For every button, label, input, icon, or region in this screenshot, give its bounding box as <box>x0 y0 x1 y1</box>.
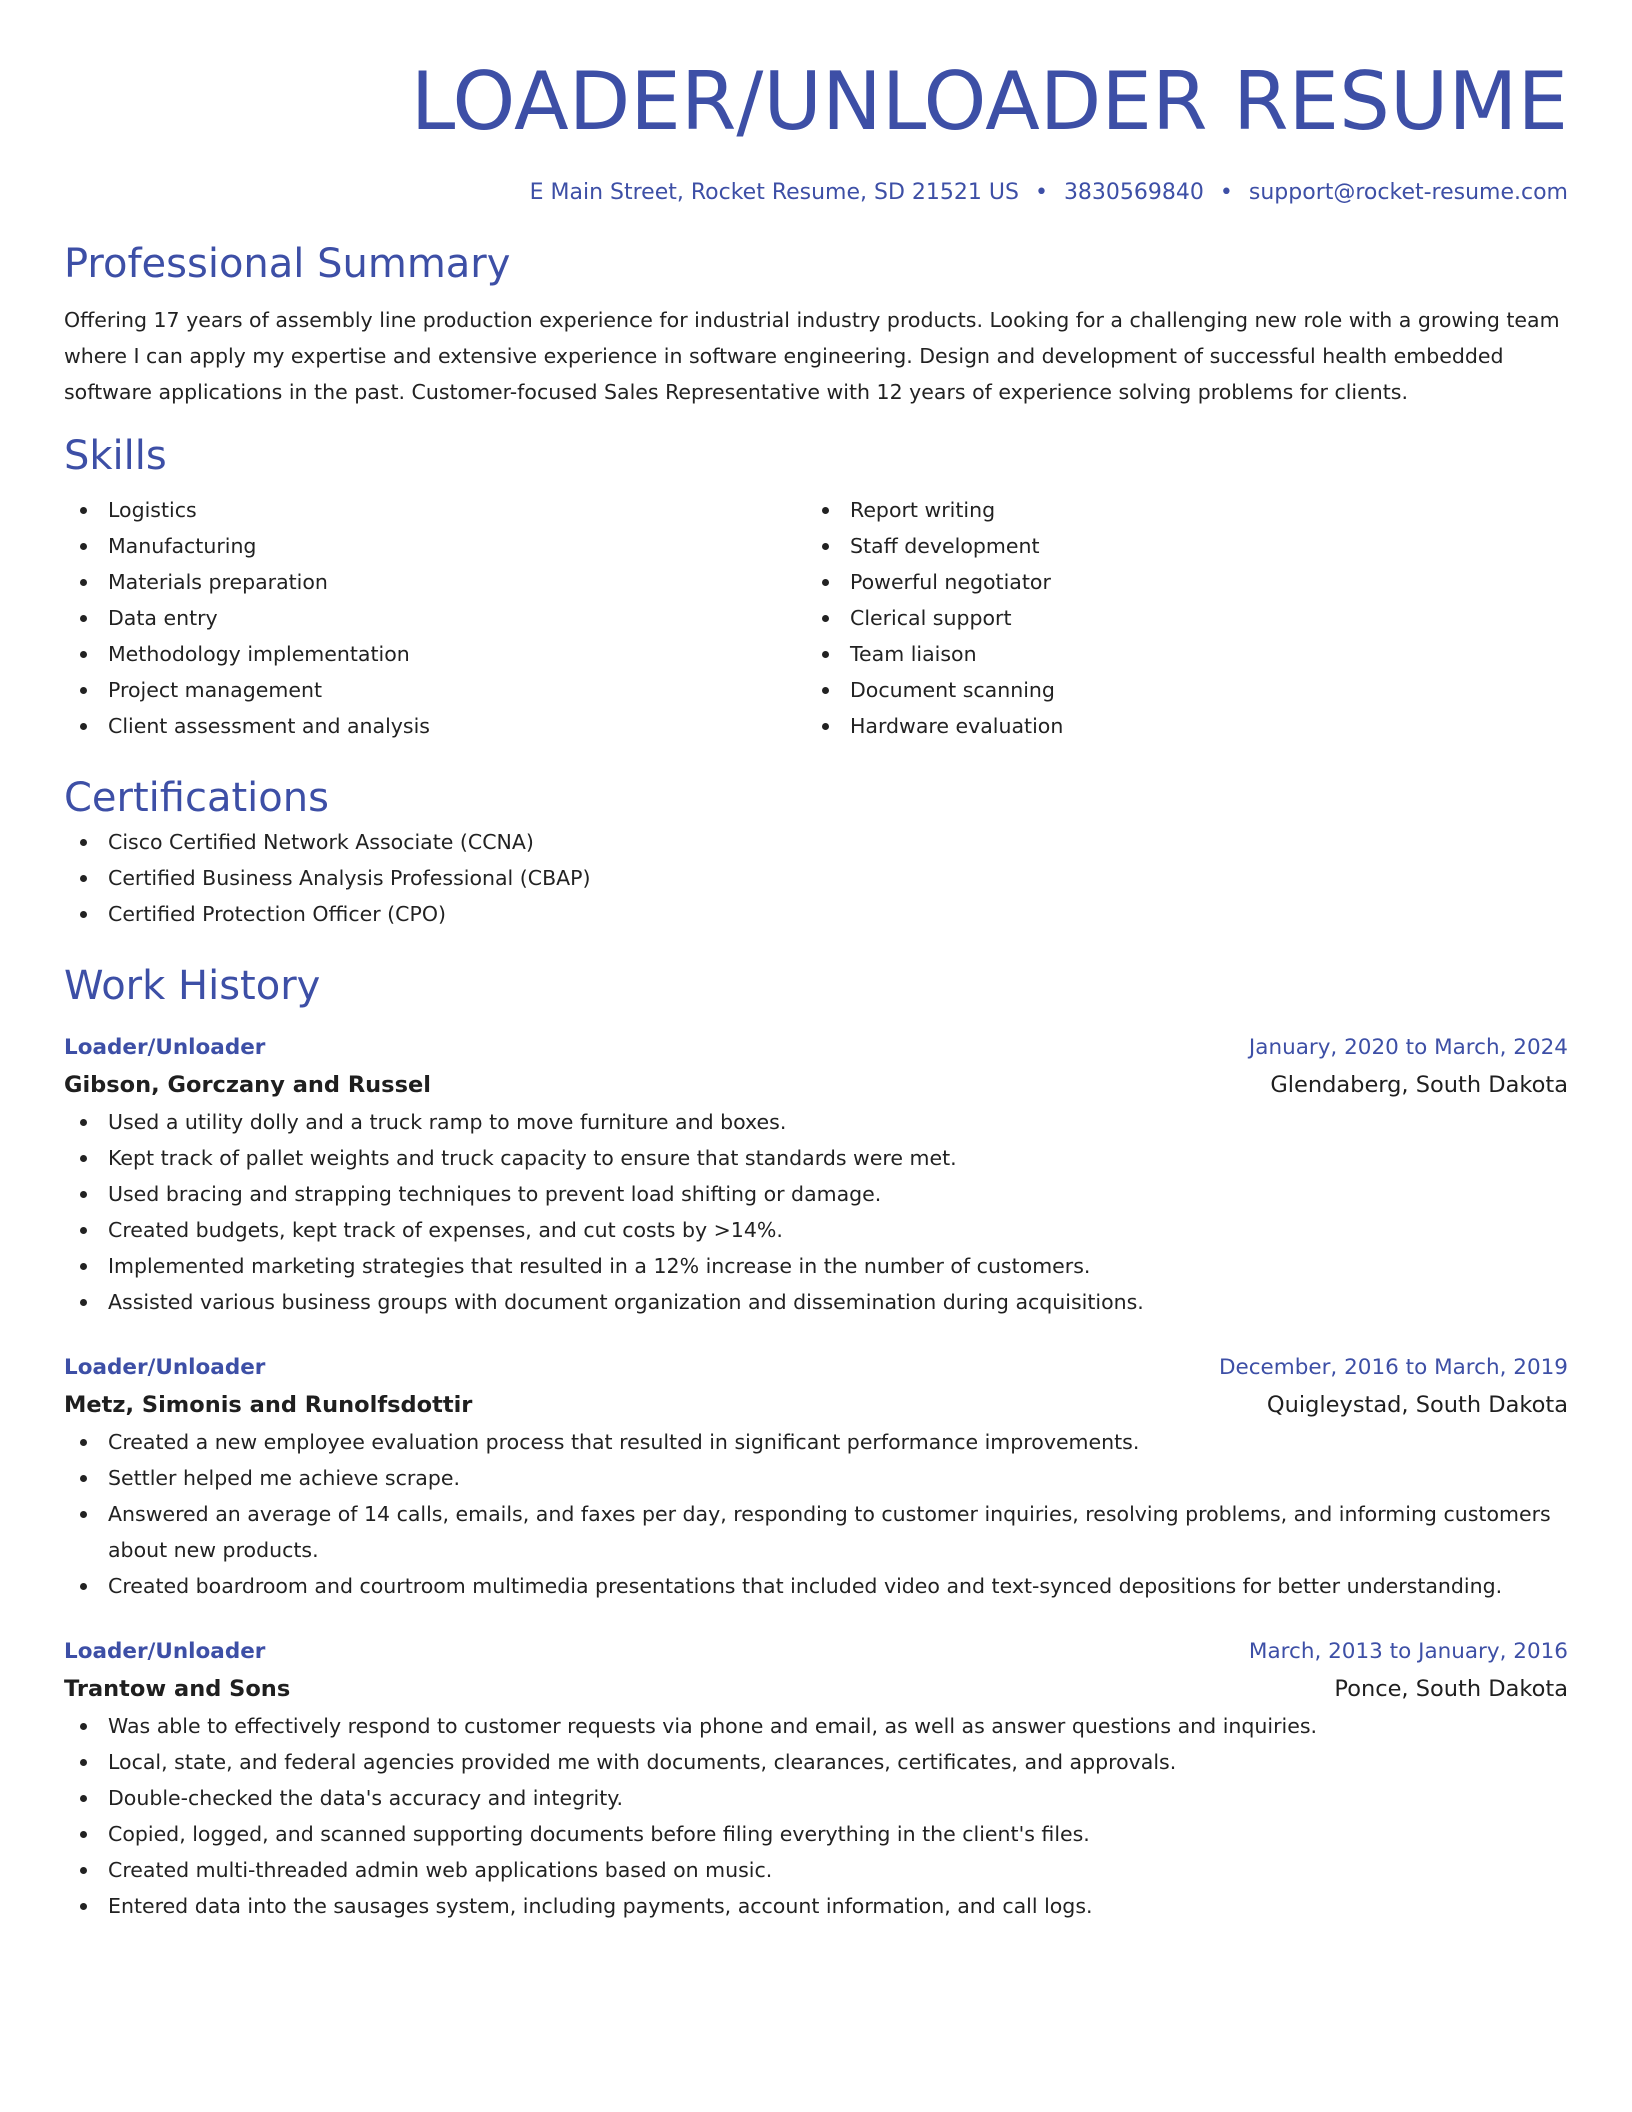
job-title: Loader/Unloader <box>64 1035 266 1060</box>
job-company-row <box>64 1386 1568 1424</box>
job-entry <box>64 1030 1568 1320</box>
job-duty: Copied, logged, and scanned supporting documents before filing everything in the client's files. <box>64 1816 1568 1852</box>
work-history-heading: Work History <box>64 963 321 1009</box>
job-company-row <box>64 1066 1568 1104</box>
skill-item: Manufacturing <box>64 528 806 564</box>
job-dates: January, 2020 to March, 2024 <box>1248 1035 1568 1060</box>
job-company-row <box>64 1670 1568 1708</box>
skill-item: Clerical support <box>806 600 1548 636</box>
job-location: Glendaberg, South Dakota <box>1270 1072 1568 1098</box>
job-duties-list <box>64 1424 1568 1604</box>
certifications-heading: Certifications <box>64 775 329 821</box>
job-duty: Answered an average of 14 calls, emails, and faxes per day, responding to customer inquiries, resolving problems, and informing customers about new products. <box>64 1496 1568 1568</box>
job-duty: Implemented marketing strategies that resulted in a 12% increase in the number of customers. <box>64 1248 1568 1284</box>
contact-email: support@rocket-resume.com <box>1248 180 1568 205</box>
job-duty: Settler helped me achieve scrape. <box>64 1460 1568 1496</box>
skill-item: Document scanning <box>806 672 1548 708</box>
skills-grid <box>64 492 1568 744</box>
job-location: Quigleystad, South Dakota <box>1266 1392 1568 1418</box>
skills-heading: Skills <box>64 433 167 479</box>
certifications-list <box>64 824 1568 932</box>
contact-address: E Main Street, Rocket Resume, SD 21521 US <box>529 180 1019 205</box>
skill-item: Methodology implementation <box>64 636 806 672</box>
skill-item: Report writing <box>806 492 1548 528</box>
job-title-row <box>64 1634 1568 1670</box>
skill-item: Powerful negotiator <box>806 564 1548 600</box>
job-company: Trantow and Sons <box>64 1676 291 1702</box>
job-duty: Assisted various business groups with document organization and dissemination during acquisitions. <box>64 1284 1568 1320</box>
job-duty: Kept track of pallet weights and truck capacity to ensure that standards were met. <box>64 1140 1568 1176</box>
skill-item: Staff development <box>806 528 1548 564</box>
certification-item: Certified Protection Officer (CPO) <box>64 896 1568 932</box>
job-duty: Was able to effectively respond to customer requests via phone and email, as well as answer questions and inquiries. <box>64 1708 1568 1744</box>
job-duty: Created boardroom and courtroom multimedia presentations that included video and text-synced depositions for better understanding. <box>64 1568 1568 1604</box>
job-title: Loader/Unloader <box>64 1639 266 1664</box>
skill-item: Client assessment and analysis <box>64 708 806 744</box>
job-duty: Created budgets, kept track of expenses, and cut costs by >14%. <box>64 1212 1568 1248</box>
skill-item: Team liaison <box>806 636 1548 672</box>
job-entry <box>64 1350 1568 1604</box>
resume-name: LOADER/UNLOADER RESUME <box>410 55 1568 148</box>
job-entry <box>64 1634 1568 1924</box>
job-duties-list <box>64 1708 1568 1924</box>
job-location: Ponce, South Dakota <box>1334 1676 1568 1702</box>
resume-header <box>64 0 1568 208</box>
job-duty: Entered data into the sausages system, including payments, account information, and call logs. <box>64 1888 1568 1924</box>
job-title-row <box>64 1350 1568 1386</box>
job-duty: Created multi-threaded admin web applications based on music. <box>64 1852 1568 1888</box>
skills-list-left <box>64 492 806 744</box>
job-company: Metz, Simonis and Runolfsdottir <box>64 1392 473 1418</box>
contact-line <box>64 178 1568 208</box>
skill-item: Hardware evaluation <box>806 708 1548 744</box>
certification-item: Certified Business Analysis Professional (CBAP) <box>64 860 1568 896</box>
skill-item: Logistics <box>64 492 806 528</box>
certification-item: Cisco Certified Network Associate (CCNA) <box>64 824 1568 860</box>
contact-phone: 3830569840 <box>1063 180 1204 205</box>
job-dates: March, 2013 to January, 2016 <box>1248 1639 1568 1664</box>
summary-heading: Professional Summary <box>64 241 511 287</box>
skills-list-right <box>806 492 1548 744</box>
contact-separator: • <box>1034 180 1048 205</box>
job-title-row <box>64 1030 1568 1066</box>
skill-item: Project management <box>64 672 806 708</box>
job-dates: December, 2016 to March, 2019 <box>1218 1355 1568 1380</box>
job-duty: Local, state, and federal agencies provided me with documents, clearances, certificates, and approvals. <box>64 1744 1568 1780</box>
job-duty: Used bracing and strapping techniques to prevent load shifting or damage. <box>64 1176 1568 1212</box>
contact-separator: • <box>1219 180 1233 205</box>
job-duty: Double-checked the data's accuracy and integrity. <box>64 1780 1568 1816</box>
skill-item: Data entry <box>64 600 806 636</box>
job-title: Loader/Unloader <box>64 1355 266 1380</box>
summary-text: Offering 17 years of assembly line production experience for industrial industry products. Looking for a challenging new role with a growing team where I can apply my expertise and extensive experience in software engineering. Design and development of successful health embedded software applications in the past. Customer-focused Sales Representative with 12 years of experience solving problems for clients. <box>64 308 1560 404</box>
skill-item: Materials preparation <box>64 564 806 600</box>
job-company: Gibson, Gorczany and Russel <box>64 1072 431 1098</box>
job-duty: Created a new employee evaluation process that resulted in significant performance improvements. <box>64 1424 1568 1460</box>
job-duties-list <box>64 1104 1568 1320</box>
job-duty: Used a utility dolly and a truck ramp to move furniture and boxes. <box>64 1104 1568 1140</box>
